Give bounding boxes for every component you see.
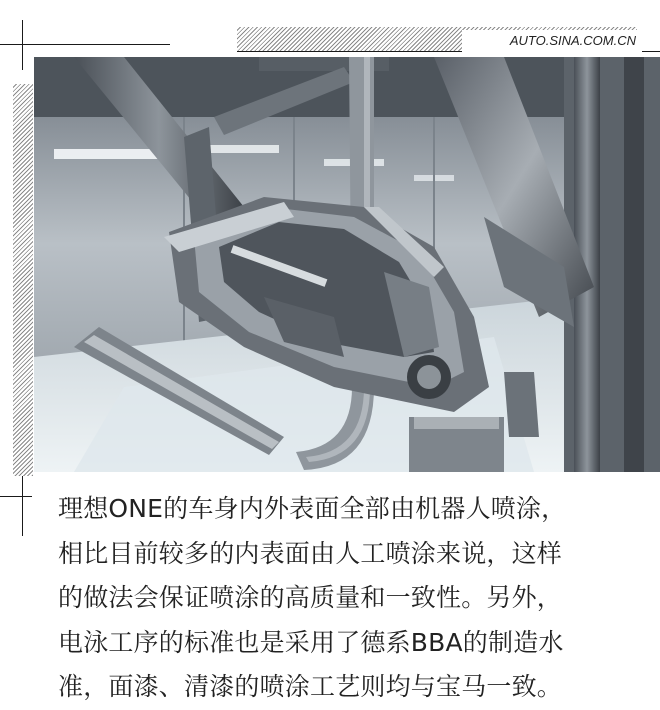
left-rule-top bbox=[22, 20, 23, 70]
hatch-left-pattern bbox=[13, 84, 33, 476]
bottom-left-rule bbox=[0, 496, 32, 497]
car-body-illustration bbox=[34, 57, 660, 472]
caption-line: 准，面漆、清漆的喷涂工艺则均与宝马一致。 bbox=[58, 672, 563, 701]
caption-line: 的做法会保证喷涂的高质量和一致性。另外， bbox=[58, 583, 563, 612]
caption-line: 理想ONE的车身内外表面全部由机器人喷涂， bbox=[58, 494, 567, 523]
top-rule bbox=[0, 44, 170, 45]
paint-shop-photo bbox=[34, 57, 660, 472]
caption-text bbox=[58, 487, 648, 710]
source-label: AUTO.SINA.COM.CN bbox=[462, 30, 642, 52]
left-rule-bottom bbox=[22, 476, 23, 536]
caption-line: 电泳工序的标准也是采用了德系BBA的制造水 bbox=[58, 627, 564, 657]
caption-line: 相比目前较多的内表面由人工喷涂来说，这样 bbox=[58, 538, 563, 568]
